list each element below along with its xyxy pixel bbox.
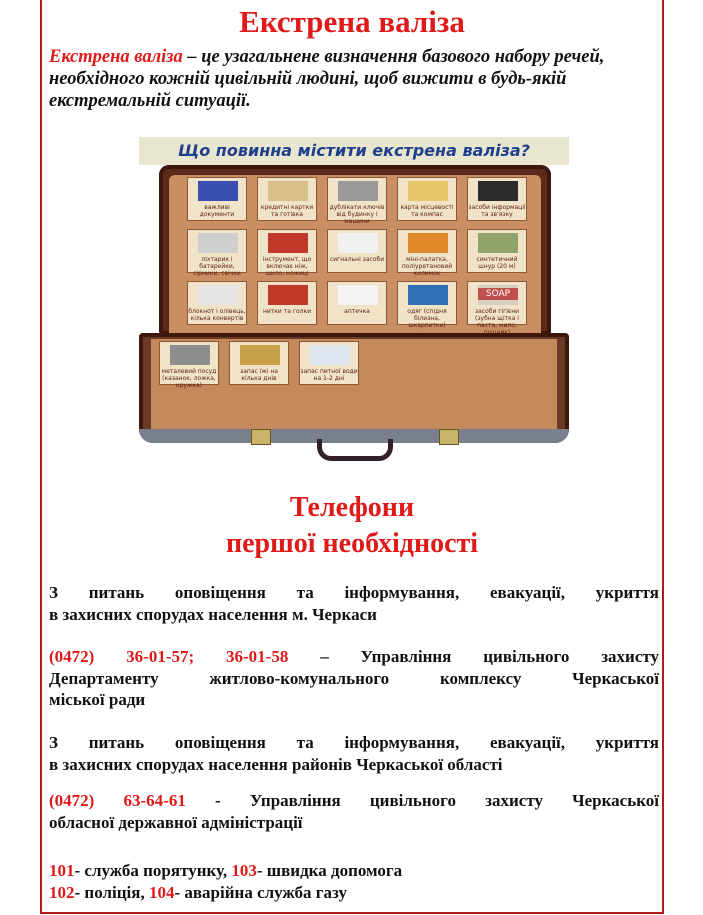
emergency-numbers xyxy=(49,860,659,903)
suitcase-item xyxy=(187,229,247,277)
suitcase-item-picture xyxy=(408,233,448,253)
intro-text-1: – це узагальнене визначення базового набору речей, xyxy=(182,47,605,67)
contact-city-civil-protection xyxy=(49,646,659,711)
suitcase-item-picture xyxy=(240,345,280,365)
label-101: - служба порятунку, xyxy=(74,861,232,880)
number-102: 102 xyxy=(49,882,75,902)
suitcase-item xyxy=(299,341,359,385)
emergency-suitcase-illustration xyxy=(139,137,569,471)
city-department-name-2: Департаменту житлово-комунального комплексу Черкаської xyxy=(49,668,659,688)
suitcase-item-label: металевий посуд (казанок, ложка, кружка) xyxy=(161,368,217,389)
intro-paragraph xyxy=(49,46,659,112)
suitcase-item-label: сигнальні засоби xyxy=(329,256,385,263)
suitcase-item-label: міні-палатка, поліуретановий килимок xyxy=(401,256,453,277)
suitcase-item-picture xyxy=(408,285,448,305)
suitcase-item xyxy=(327,177,387,225)
suitcase-item-picture xyxy=(408,181,448,201)
intro-text-3: екстремальній ситуації. xyxy=(49,91,251,111)
suitcase-item-label: запас питної води на 1-2 дні xyxy=(300,368,358,382)
suitcase-item xyxy=(257,229,317,277)
region-phone-number: (0472) 63-64-61 xyxy=(49,791,186,810)
suitcase-item-picture xyxy=(268,181,308,201)
page-frame xyxy=(40,0,664,914)
info-paragraph-city xyxy=(49,582,659,625)
phones-title xyxy=(42,490,662,562)
para3-line1: З питань оповіщення та інформування, евакуації, укриття xyxy=(49,733,659,752)
phones-title-line2: першої необхідності xyxy=(225,528,479,559)
suitcase-item-picture xyxy=(478,181,518,201)
suitcase-item-label: синтетичний шнур (20 м) xyxy=(476,256,518,270)
suitcase-item-picture xyxy=(310,345,350,365)
suitcase-item-label: аптечка xyxy=(344,308,370,315)
number-101: 101 xyxy=(49,861,75,880)
suitcase-item xyxy=(467,281,527,336)
suitcase-item-picture xyxy=(268,285,308,305)
suitcase-item xyxy=(187,281,247,325)
suitcase-item-label: кредитні картки та готівка xyxy=(260,204,314,218)
number-103: 103 xyxy=(231,861,257,880)
intro-text-2: необхідного кожній цивільній людині, щоб вижити в будь-якій xyxy=(49,69,567,89)
suitcase-item xyxy=(187,177,247,221)
suitcase-item xyxy=(397,281,457,329)
suitcase-item-picture xyxy=(338,285,378,305)
suitcase-item-picture xyxy=(478,233,518,253)
phones-title-line1: Телефони xyxy=(289,492,415,523)
suitcase-item-label: дублікати ключів від будинку і машини xyxy=(329,204,385,225)
city-department-name-3: міської ради xyxy=(49,690,146,709)
suitcase-lock-left xyxy=(251,429,271,445)
suitcase-item xyxy=(327,229,387,273)
region-department-name-2: обласної державної адміністрації xyxy=(49,812,303,832)
suitcase-item-picture xyxy=(338,233,378,253)
suitcase-item xyxy=(257,281,317,325)
suitcase-handle xyxy=(317,439,393,461)
suitcase-item xyxy=(397,177,457,221)
suitcase-item-label: карта місцевості та компас xyxy=(400,204,454,218)
suitcase-item-picture xyxy=(268,233,308,253)
suitcase-item xyxy=(397,229,457,277)
label-104: - аварійна служба газу xyxy=(174,882,347,902)
suitcase-item-picture xyxy=(198,233,238,253)
suitcase-item-label: блокнот і олівець, кілька конвертів xyxy=(188,308,246,322)
label-102: - поліція, xyxy=(74,882,149,902)
city-phone-numbers: (0472) 36-01-57; 36-01-58 xyxy=(49,647,289,666)
suitcase-item-label: засоби гігієни (зубна щітка і паста, мило, рушник) xyxy=(474,308,520,336)
suitcase-item-picture xyxy=(198,181,238,201)
number-104: 104 xyxy=(148,882,175,902)
suitcase-item-label: інструмент, що включає ніж, шило, ножиці xyxy=(262,256,312,277)
illustration-banner: Що повинна містити екстрена валіза? xyxy=(178,141,530,160)
soap-label: SOAP xyxy=(478,288,518,300)
suitcase-item xyxy=(159,341,219,389)
suitcase-lock-right xyxy=(439,429,459,445)
suitcase-item xyxy=(229,341,289,385)
city-department-name-1: – Управління цивільного захисту xyxy=(288,647,659,666)
suitcase-item-picture xyxy=(198,285,238,305)
suitcase-item-label: нитки та голки xyxy=(262,308,311,315)
intro-term: Екстрена валіза xyxy=(49,47,183,67)
page-title: Екстрена валіза xyxy=(239,4,465,39)
suitcase-item-picture xyxy=(170,345,210,365)
suitcase-item-label: важливі документи xyxy=(199,204,235,218)
region-department-name-1: - Управління цивільного захисту Черкаської xyxy=(185,791,659,810)
suitcase-item xyxy=(257,177,317,221)
para3-line2: в захисних спорудах населення районів Черкаської області xyxy=(49,754,503,774)
info-paragraph-region xyxy=(49,732,659,775)
suitcase-item xyxy=(327,281,387,325)
suitcase-item xyxy=(467,229,527,273)
suitcase-item-label: засоби інформації та зв'язку xyxy=(468,204,526,218)
para1-line1: З питань оповіщення та інформування, евакуації, укриття xyxy=(49,583,659,602)
suitcase-item-label: одяг (спідня білизна, шкарпетки) xyxy=(407,308,447,329)
suitcase-item-label: запас їжі на кілька днів xyxy=(240,368,278,382)
suitcase-item-label: ліхтарик і батарейки, сірники, свічки xyxy=(193,256,241,277)
label-103: - швидка допомога xyxy=(256,861,403,880)
suitcase-item-picture xyxy=(338,181,378,201)
contact-region-civil-protection xyxy=(49,790,659,833)
para1-line2: в захисних спорудах населення м. Черкаси xyxy=(49,604,377,624)
suitcase-item xyxy=(467,177,527,221)
